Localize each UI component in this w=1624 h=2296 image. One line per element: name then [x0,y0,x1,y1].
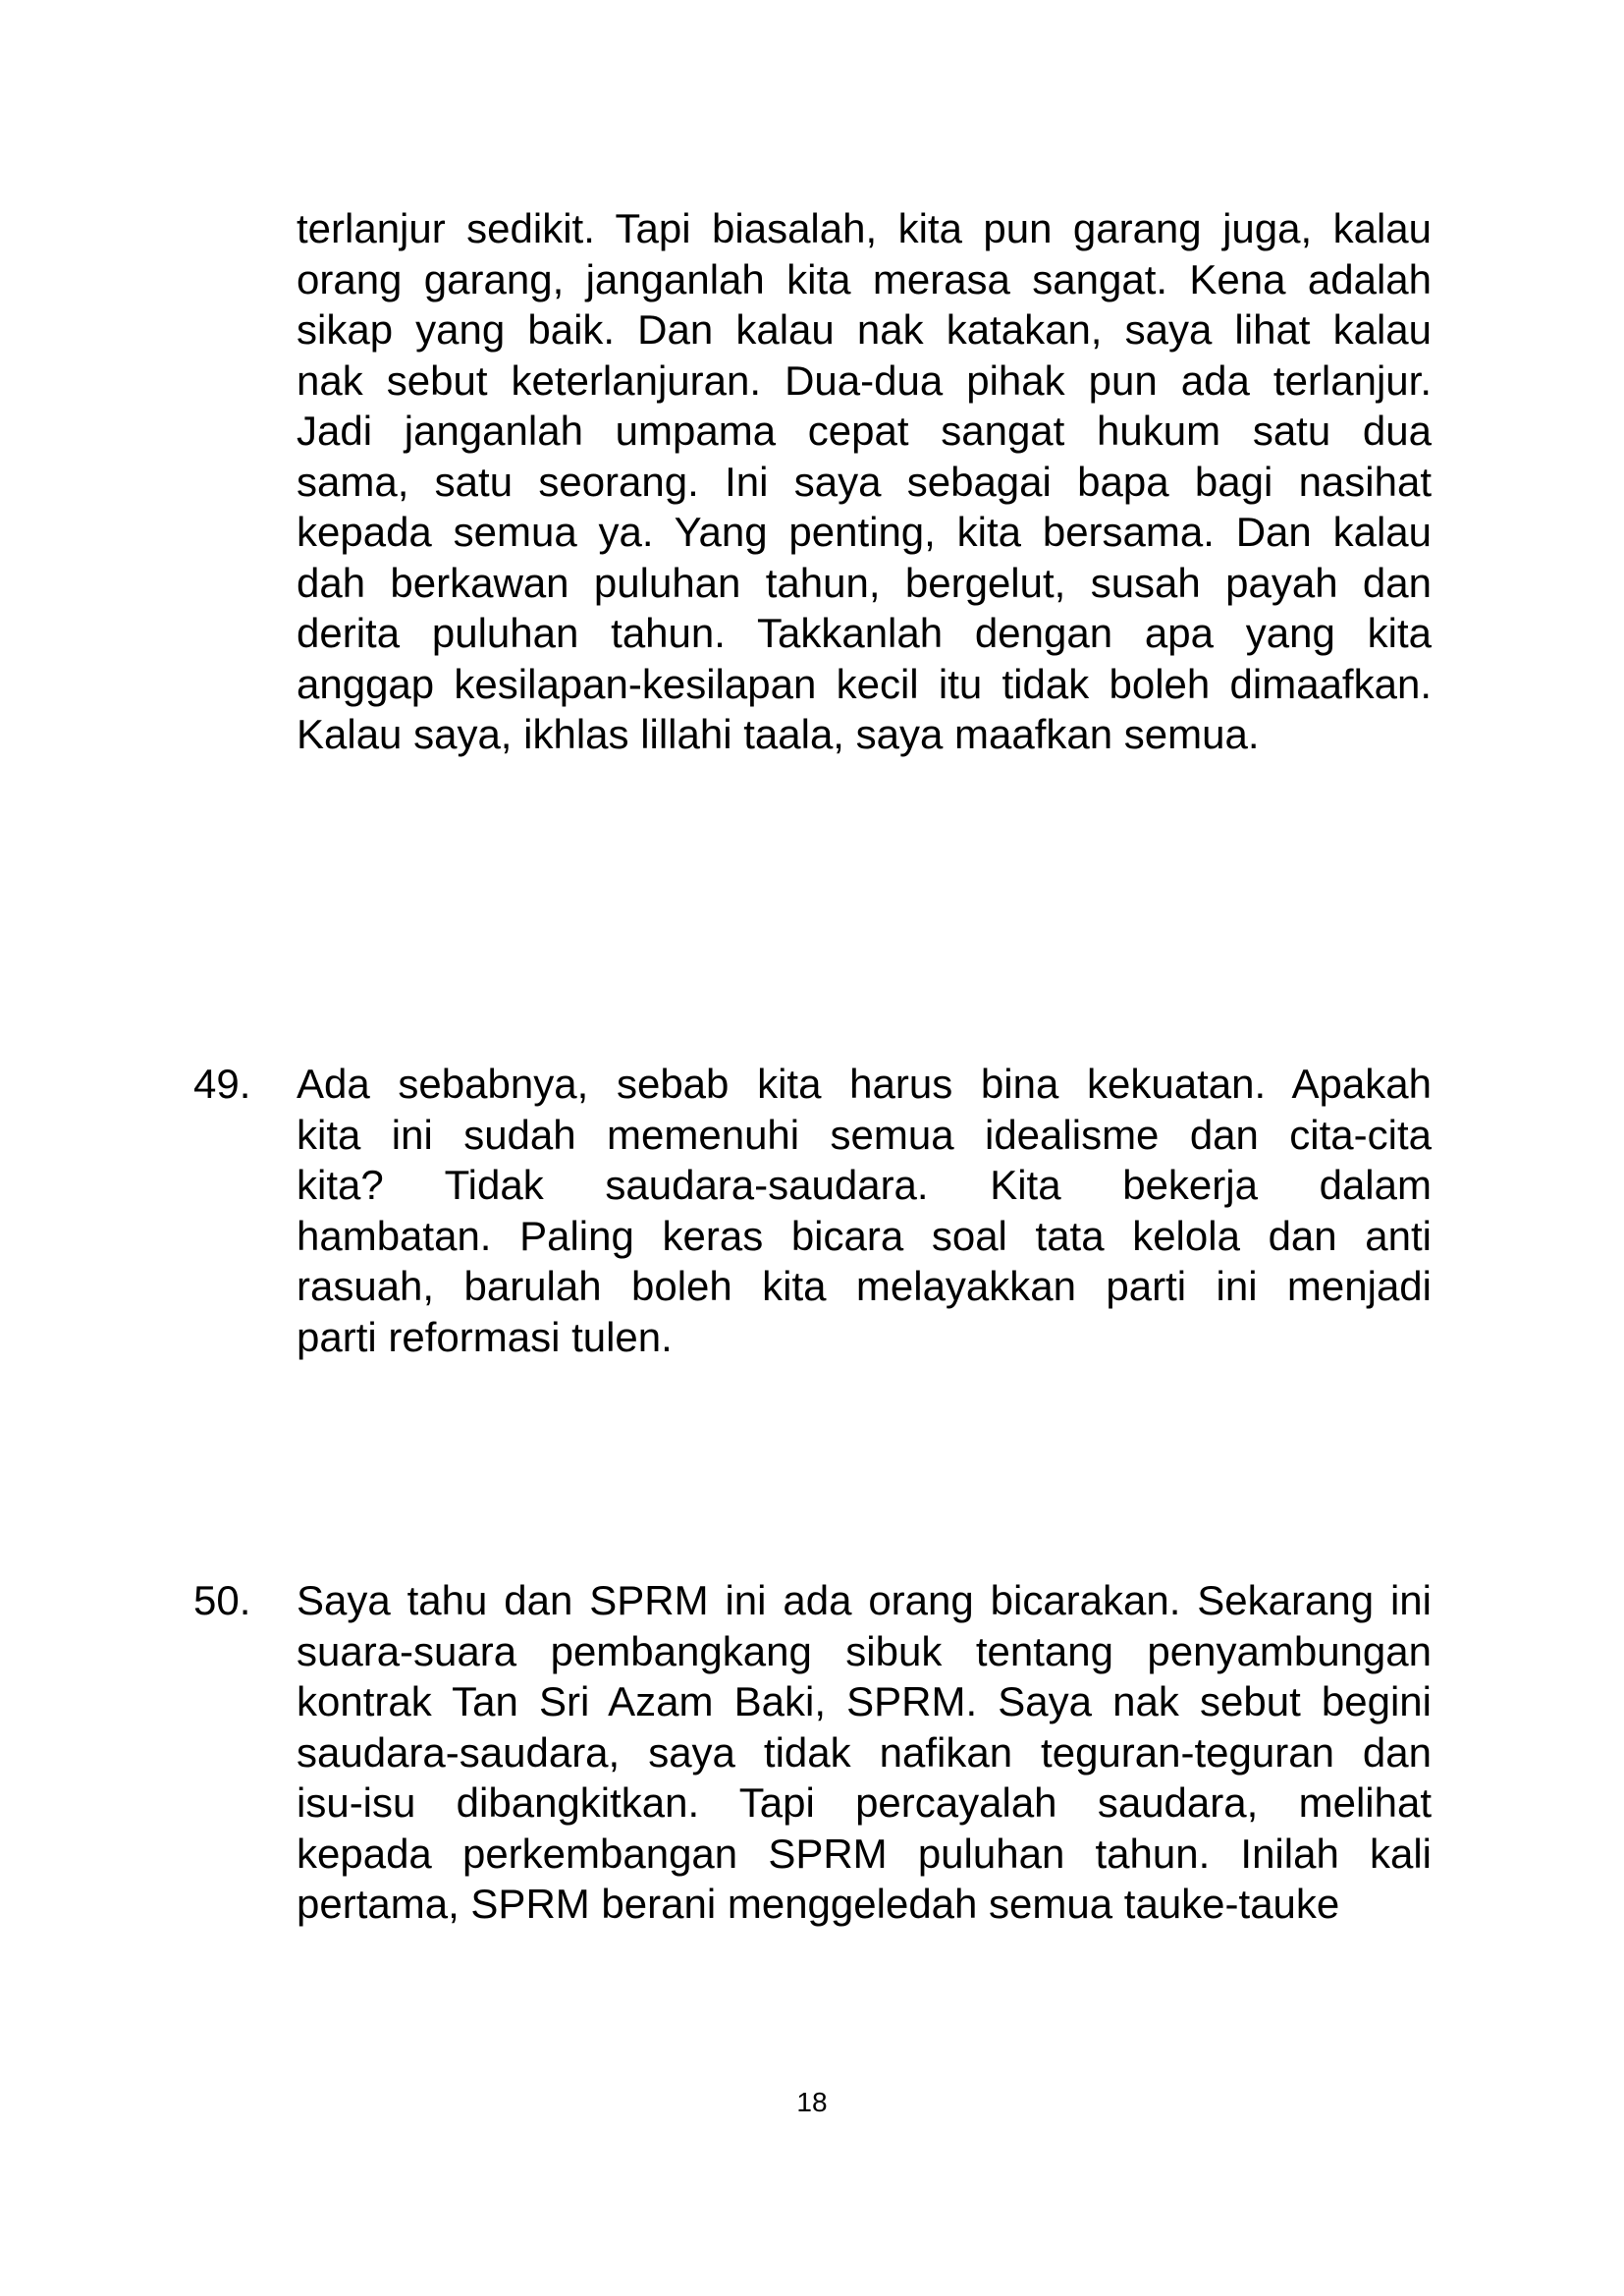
text-line: dah berkawan puluhan tahun, bergelut, susah payah dan [297,560,1432,606]
paragraph-number: 49. [193,1061,251,1107]
text-line: Saya tahu dan SPRM ini ada orang bicarakan. Sekarang ini [297,1577,1432,1623]
text-line: Ada sebabnya, sebab kita harus bina kekuatan. Apakah [297,1061,1432,1107]
text-line: Jadi janganlah umpama cepat sangat hukum satu dua [297,408,1432,454]
text-line: nak sebut keterlanjuran. Dua-dua pihak pun ada terlanjur. [297,357,1432,404]
page-number: 18 [796,2087,828,2117]
text-line: kepada semua ya. Yang penting, kita bersama. Dan kalau [297,509,1432,555]
text-line: pertama, SPRM berani menggeledah semua tauke-tauke [297,1881,1340,1927]
text-line: rasuah, barulah boleh kita melayakkan parti ini menjadi [297,1263,1432,1309]
text-line: kita ini sudah memenuhi semua idealisme dan cita-cita [297,1112,1432,1158]
text-line: kontrak Tan Sri Azam Baki, SPRM. Saya nak sebut begini [297,1678,1432,1724]
text-line: saudara-saudara, saya tidak nafikan teguran-teguran dan [297,1729,1432,1776]
text-line: terlanjur sedikit. Tapi biasalah, kita pun garang juga, kalau [297,205,1432,251]
text-line: kita? Tidak saudara-saudara. Kita bekerja dalam [297,1162,1432,1208]
text-line: sama, satu seorang. Ini saya sebagai bapa bagi nasihat [297,459,1432,505]
text-line: Kalau saya, ikhlas lillahi taala, saya maafkan semua. [297,711,1260,757]
text-line: suara-suara pembangkang sibuk tentang penyambungan [297,1628,1432,1674]
text-line: parti reformasi tulen. [297,1314,673,1360]
text-line: kepada perkembangan SPRM puluhan tahun. Inilah kali [297,1831,1432,1877]
text-line: isu-isu dibangkitkan. Tapi percayalah saudara, melihat [297,1779,1432,1826]
text-line: orang garang, janganlah kita merasa sangat. Kena adalah [297,256,1432,302]
text-line: derita puluhan tahun. Takkanlah dengan apa yang kita [297,610,1432,656]
paragraph-number: 50. [193,1577,251,1623]
text-line: anggap kesilapan-kesilapan kecil itu tidak boleh dimaafkan. [297,661,1432,707]
text-line: hambatan. Paling keras bicara soal tata kelola dan anti [297,1213,1432,1259]
text-line: sikap yang baik. Dan kalau nak katakan, saya lihat kalau [297,306,1432,353]
